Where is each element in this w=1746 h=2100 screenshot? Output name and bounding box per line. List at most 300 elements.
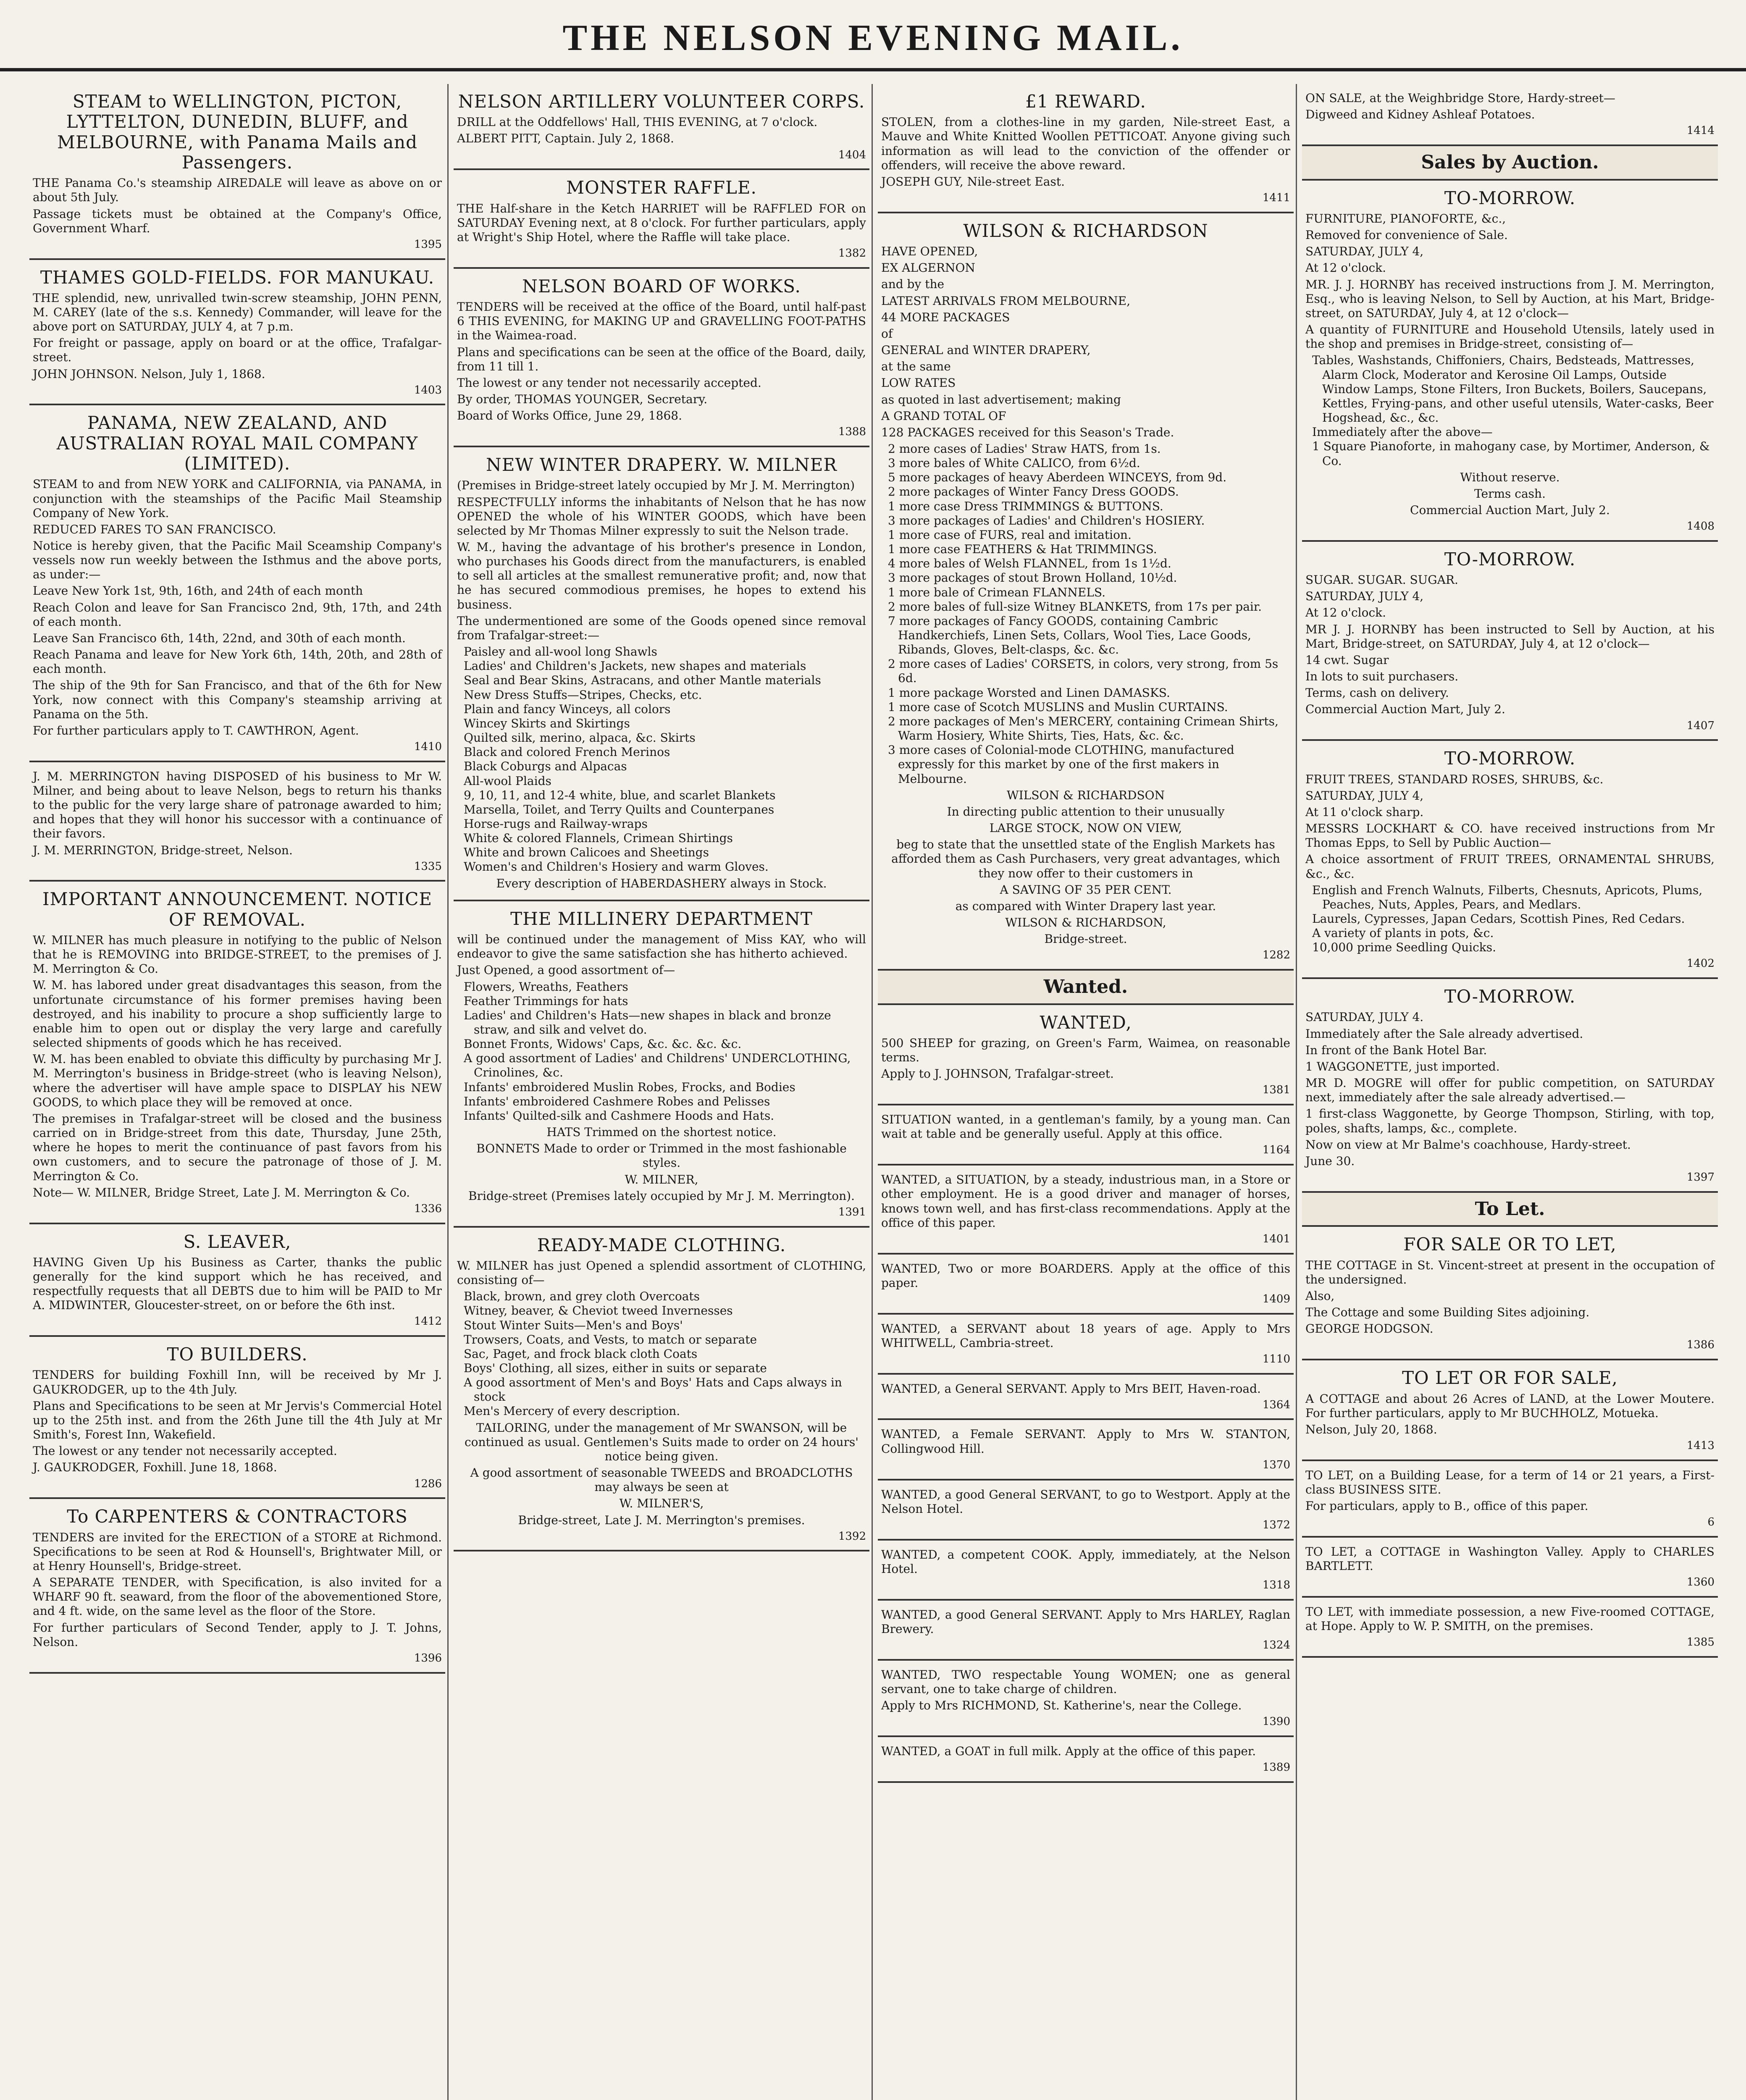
ad-number-row [1305,719,1714,733]
ad-paragraph: Terms, cash on delivery. [1305,686,1449,700]
ad-heading: MONSTER RAFFLE. [566,177,757,198]
ad-list-item: Infants' embroidered Muslin Robes, Frocks, and Bodies [464,1080,796,1094]
ad-reference-number: 1409 [1262,1292,1290,1305]
ad-number-row [881,1144,1290,1157]
ad-paragraph: J. M. MERRINGTON, Bridge-street, Nelson. [33,843,293,857]
advertisement [1302,741,1718,979]
ad-number-row [881,949,1290,962]
ad-list-item: Stout Winter Suits—Men's and Boys' [464,1318,683,1332]
ad-paragraph: TO LET, on a Building Lease, for a term of 14 or 21 years, a First-class BUSINESS SITE. [1305,1468,1714,1496]
ad-paragraph: Apply to J. JOHNSON, Trafalgar-street. [881,1067,1114,1081]
advertisement [878,1005,1294,1105]
ad-list-item: A good assortment of Ladies' and Childrens' UNDERCLOTHING, Crinolines, &c. [464,1051,851,1080]
ad-footer-line: In directing public attention to their unusually [947,804,1225,819]
ad-paragraph: At 12 o'clock. [1305,261,1386,275]
ad-item-list [464,979,866,1124]
ad-paragraph: Reach Panama and leave for New York 6th, 14th, 20th, and 28th of each month. [33,648,442,676]
advertisement [29,1337,445,1499]
ad-paragraph: EX ALGERNON [881,261,975,275]
ad-paragraph: Leave San Francisco 6th, 14th, 22nd, and 30th of each month. [33,631,406,645]
ad-number-row [881,1715,1290,1729]
ad-footer-line: Bridge-street. [1044,932,1127,946]
ad-number-row [881,1353,1290,1366]
ad-paragraph: W. MILNER has much pleasure in notifying to the public of Nelson that he is REMOVING into BRIDGE-STREET, to the premises of J. M. Merrington & Co. [33,933,442,976]
ad-paragraph: For further particulars of Second Tender, apply to J. T. Johns, Nelson. [33,1620,442,1649]
ad-heading: WILSON & RICHARDSON [963,220,1208,241]
ad-heading: WANTED, [1040,1012,1132,1033]
ad-number-row [1305,1636,1714,1649]
ad-paragraph: The lowest or any tender not necessarily accepted. [33,1444,337,1458]
ad-reference-number: 1390 [1262,1715,1290,1728]
ad-number-row [33,1478,442,1491]
ad-paragraph: June 30. [1305,1154,1355,1168]
ad-paragraph: Leave New York 1st, 9th, 16th, and 24th of each month [33,584,363,598]
ad-reference-number: 1324 [1262,1638,1290,1651]
ad-paragraph: At 12 o'clock. [1305,606,1386,620]
ad-paragraph: LOW RATES [881,376,956,390]
advertisement [878,1105,1294,1166]
ad-list-item: 2 more packages of Men's MERCERY, containing Crimean Shirts, Warm Hosiery, White Shirts, Ties, Hats, &c. &c. [888,714,1279,743]
ad-list-item: White and brown Calicoes and Sheetings [464,845,709,860]
ad-heading: READY-MADE CLOTHING. [537,1234,786,1255]
ad-heading: TO-MORROW. [1444,549,1576,570]
ad-reference-number: 1403 [414,383,442,396]
ad-paragraph: WANTED, a good General SERVANT. Apply to Mrs HARLEY, Raglan Brewery. [881,1607,1290,1636]
ad-reference-number: 1414 [1686,124,1714,137]
ad-list-item: 1 more bale of Crimean FLANNELS. [888,585,1106,599]
ad-list-item: Boys' Clothing, all sizes, either in suits or separate [464,1361,767,1375]
ad-paragraph: SUGAR. SUGAR. SUGAR. [1305,573,1458,587]
ad-reference-number: 1286 [414,1477,442,1490]
ad-paragraph: W. M., having the advantage of his brother's presence in London, who purchases his Goods direct from the manufacturers, is enabled to sell all articles at the smallest remunerative profit; and, now that he has secured commodious premises, he hopes to extend his business. [457,540,866,612]
column-rule [1296,84,1297,2100]
advertisement [29,1224,445,1337]
ad-heading: NELSON BOARD OF WORKS. [522,276,801,297]
ad-paragraph: GEORGE HODGSON. [1305,1322,1434,1336]
advertisement [878,1601,1294,1661]
ad-footer-line: BONNETS Made to order or Trimmed in the most fashionable styles. [476,1142,847,1170]
ad-number-row [1305,1339,1714,1352]
ad-paragraph: HAVE OPENED, [881,244,978,259]
ad-paragraph: WANTED, TWO respectable Young WOMEN; one as general servant, one to take charge of children. [881,1667,1290,1696]
ad-paragraph: W. MILNER has just Opened a splendid assortment of CLOTHING, consisting of— [457,1258,866,1287]
ad-paragraph: WANTED, a good General SERVANT, to go to Westport. Apply at the Nelson Hotel. [881,1487,1290,1516]
ad-number-row [457,1530,866,1544]
ad-reference-number: 1336 [414,1202,442,1215]
advertisement [1302,979,1718,1193]
ad-reference-number: 1360 [1686,1576,1714,1589]
ad-paragraph: SATURDAY, JULY 4, [1305,589,1424,604]
ad-list-item: 7 more packages of Fancy GOODS, containing Cambric Handkerchiefs, Linen Sets, Collars, Wool Ties, Lace Goods, Ribands, Gloves, Belt-clasps, &c. &c. [888,614,1251,657]
ad-list-item: Witney, beaver, & Cheviot tweed Invernesses [464,1304,733,1318]
ad-footer-line: W. MILNER, [625,1172,698,1186]
ad-list-item: Immediately after the above— [1312,425,1493,439]
ad-paragraph: Passage tickets must be obtained at the Company's Office, Government Wharf. [33,207,442,235]
ad-paragraph: at the same [881,360,951,374]
ad-paragraph: MR. J. J. HORNBY has received instructions from J. M. Merrington, Esq., who is leaving Nelson, to Sell by Auction, at his Mart, Bridge-street, on SATURDAY, July 4, at 12 o'clock— [1305,277,1714,320]
ad-paragraph: A choice assortment of FRUIT TREES, ORNAMENTAL SHRUBS, &c., &c. [1305,852,1714,881]
ad-list-item: 1 more case FEATHERS & Hat TRIMMINGS. [888,542,1157,556]
ad-heading: £1 REWARD. [1025,91,1146,112]
ad-number-row [881,1639,1290,1652]
ad-reference-number: 1412 [414,1315,442,1328]
advertisement [878,1420,1294,1480]
ad-paragraph: JOSEPH GUY, Nile-street East. [881,174,1065,189]
ad-list-item: Seal and Bear Skins, Astracans, and other Mantle materials [464,673,821,688]
ad-list-item: 5 more packages of heavy Aberdeen WINCEYS, from 9d. [888,470,1227,485]
ad-paragraph: Digweed and Kidney Ashleaf Potatoes. [1305,108,1535,122]
ad-paragraph: By order, THOMAS YOUNGER, Secretary. [457,392,708,407]
ad-list-item: 3 more packages of stout Brown Holland, 10½d. [888,571,1177,585]
advertisement [1302,1538,1718,1598]
advertisement [878,1255,1294,1315]
ad-paragraph: TENDERS will be received at the office of the Board, until half-past 6 THIS EVENING, for MAKING UP and GRAVELLING FOOT-PATHS in the Waimea-road. [457,300,866,343]
ad-number-row [33,238,442,252]
ad-paragraph: MR D. MOGRE will offer for public competition, on SATURDAY next, immediately after the sale already advertised.— [1305,1076,1714,1105]
ad-footer-line: Commercial Auction Mart, July 2. [1410,503,1610,517]
ad-footer-line: WILSON & RICHARDSON, [1005,915,1166,929]
ad-paragraph: WANTED, a SERVANT about 18 years of age. Apply to Mrs WHITWELL, Cambria-street. [881,1321,1290,1350]
ad-paragraph: as quoted in last advertisement; making [881,392,1121,407]
ad-reference-number: 1382 [838,247,866,260]
ad-reference-number: 1407 [1686,719,1714,732]
ad-footer-line: W. MILNER'S, [619,1496,704,1511]
ad-item-list [1312,883,1714,955]
ad-number-row [881,1519,1290,1532]
ad-list-item: Men's Mercery of every description. [464,1404,680,1418]
ad-number-row [1305,1516,1714,1529]
ad-paragraph: Commercial Auction Mart, July 2. [1305,702,1505,717]
ad-paragraph: Notice is hereby given, that the Pacific Mail Sceamship Company's vessels now run weekly between the Isthmus and the above ports, as under:— [33,539,442,582]
ad-paragraph: TO LET, with immediate possession, a new Five-roomed COTTAGE, at Hope. Apply to W. P. SMITH, on the premises. [1305,1604,1714,1633]
ad-reference-number: 1381 [1262,1084,1290,1097]
ad-list-item: Plain and fancy Winceys, all colors [464,702,671,716]
ad-list-item: New Dress Stuffs—Stripes, Checks, etc. [464,688,702,702]
advertisement [1302,542,1718,741]
advertisement [1302,1227,1718,1360]
ad-paragraph: WANTED, a SITUATION, by a steady, industrious man, in a Store or other employment. He is a good driver and manager of horses, knows town well, and has first-class recommendations. Apply at the office of this paper. [881,1173,1290,1230]
ad-reference-number: 1370 [1262,1458,1290,1471]
advertisement [454,447,869,901]
ad-paragraph: Immediately after the Sale already advertised. [1305,1026,1583,1041]
ad-list-item: Black and colored French Merinos [464,745,670,759]
ad-paragraph: For particulars, apply to B., office of this paper. [1305,1499,1588,1513]
ad-list-item: Ladies' and Children's Jackets, new shapes and materials [464,659,806,673]
ad-paragraph: Plans and Specifications to be seen at Mr Jervis's Commercial Hotel up to the 25th inst. and from the 26th June till the 4th July at Mr Smith's, Forest Inn, Wakefield. [33,1399,442,1442]
advertisement [1302,1598,1718,1658]
ad-paragraph: 500 SHEEP for grazing, on Green's Farm, Waimea, on reasonable terms. [881,1036,1290,1065]
ad-paragraph: (Premises in Bridge-street lately occupied by Mr J. M. Merrington) [457,478,855,493]
ad-list-item: 3 more bales of White CALICO, from 6½d. [888,456,1140,470]
ad-footer-line: WILSON & RICHARDSON [1006,788,1165,802]
ad-list-item: 1 more case Dress TRIMMINGS & BUTTONS. [888,499,1163,513]
ad-list-item: 2 more packages of Winter Fancy Dress GOODS. [888,485,1179,499]
ad-number-row [33,1315,442,1328]
ad-paragraph: THE COTTAGE in St. Vincent-street at present in the occupation of the undersigned. [1305,1258,1714,1286]
ad-reference-number: 1318 [1262,1578,1290,1591]
ad-list-item: 2 more bales of full-size Witney BLANKETS, from 17s per pair. [888,599,1262,614]
ad-reference-number: 1282 [1262,949,1290,962]
ad-heading: NEW WINTER DRAPERY. W. MILNER [486,454,838,475]
ad-number-row [881,1579,1290,1592]
advertisement [1302,84,1718,146]
ad-list-item: Black, brown, and grey cloth Overcoats [464,1289,700,1304]
ad-paragraph: WANTED, a General SERVANT. Apply to Mrs BEIT, Haven-road. [881,1381,1261,1396]
ad-paragraph: WANTED, Two or more BOARDERS. Apply at the office of this paper. [881,1261,1290,1290]
ad-paragraph: THE splendid, new, unrivalled twin-screw steamship, JOHN PENN, M. CAREY (late of the s.s. Kennedy) Commander, will leave for the above port on SATURDAY, JULY 4, at 7 p.m. [33,291,442,334]
ad-number-row [33,1652,442,1665]
section-heading: Wanted. [878,971,1294,1005]
ad-paragraph: The premises in Trafalgar-street will be closed and the business carried on in Bridge-street from this date, Thursday, June 25th, where he hopes to merit the continuance of past favors from his own customers, and to secure the patronage of those of J. M. Merrington & Co. [33,1111,442,1183]
ad-footer-line: Terms cash. [1474,486,1546,501]
ad-paragraph: In front of the Bank Hotel Bar. [1305,1043,1487,1057]
ad-footer-line: Without reserve. [1460,470,1560,484]
ad-item-list [888,441,1290,786]
advertisement [29,405,445,762]
ad-item-list [464,1289,866,1418]
ad-number-row [1305,1171,1714,1184]
ad-list-item: Bonnet Fronts, Widows' Caps, &c. &c. &c. &c. [464,1037,742,1051]
ad-reference-number: 1408 [1686,520,1714,533]
ad-heading: THE MILLINERY DEPARTMENT [510,908,813,929]
column-2 [454,84,869,2100]
ad-list-item: 1 Square Pianoforte, in mahogany case, by Mortimer, Anderson, & Co. [1312,439,1710,468]
ad-list-item: Ladies' and Children's Hats—new shapes in black and bronze straw, and silk and velvet do. [464,1008,831,1037]
ad-footer-line: as compared with Winter Drapery last year. [955,899,1216,913]
ad-number-row [457,247,866,260]
ad-paragraph: Now on view at Mr Balme's coachhouse, Hardy-street. [1305,1137,1631,1152]
column-3 [878,84,1294,2100]
ad-list-item: Feather Trimmings for hats [464,994,628,1008]
ad-reference-number: 1388 [838,425,866,438]
ad-reference-number: 1401 [1262,1232,1290,1245]
ad-paragraph: MR J. J. HORNBY has been instructed to Sell by Auction, at his Mart, Bridge-street, on SATURDAY, July 4, at 12 o'clock— [1305,622,1714,651]
ad-paragraph: ALBERT PITT, Captain. July 2, 1868. [457,131,674,146]
ad-footer-line: LARGE STOCK, NOW ON VIEW, [989,821,1182,835]
ad-list-item: White & colored Flannels, Crimean Shirtings [464,831,733,845]
ad-reference-number: 1372 [1262,1518,1290,1531]
ad-paragraph: The undermentioned are some of the Goods opened since removal from Trafalgar-street:— [457,614,866,642]
ad-heading: FOR SALE OR TO LET, [1403,1234,1617,1255]
ad-paragraph: STEAM to and from NEW YORK and CALIFORNIA, via PANAMA, in conjunction with the steamships of the Pacific Mail Steamship Company of New York. [33,477,442,520]
ad-heading: STEAM to WELLINGTON, PICTON, LYTTELTON, DUNEDIN, BLUFF, and MELBOURNE, with Panama Mails and Passengers. [57,91,417,173]
ad-reference-number: 1397 [1686,1171,1714,1184]
ad-item-list [464,645,866,874]
ad-list-item: Trowsers, Coats, and Vests, to match or separate [464,1332,757,1347]
ad-paragraph: TENDERS are invited for the ERECTION of a STORE at Richmond. Specifications to be seen at Rod & Hounsell's, Brightwater Mill, or at Henry Hounsell's, Bridge-street. [33,1530,442,1573]
ad-paragraph: Nelson, July 20, 1868. [1305,1422,1437,1436]
ad-number-row [881,1293,1290,1306]
ad-number-row [33,384,442,397]
ad-reference-number: 1335 [414,860,442,873]
advertisement [878,1315,1294,1375]
ad-number-row [457,425,866,439]
ad-paragraph: TENDERS for building Foxhill Inn, will be received by Mr J. GAUKRODGER, up to the 4th July. [33,1368,442,1396]
ad-reference-number: 1396 [414,1651,442,1664]
ad-list-item: All-wool Plaids [464,774,551,788]
ad-paragraph: W. M. has labored under great disadvantages this season, from the unfortunate circumstance of his former premises having been destroyed, and his inability to procure a shop sufficiently large to enable him to open out or display the very large and carefully selected shipments of goods which he has received. [33,978,442,1050]
advertisement [1302,181,1718,542]
ad-reference-number: 6 [1707,1516,1714,1529]
ad-item-list [1312,353,1714,468]
ad-reference-number: 1364 [1262,1398,1290,1411]
ad-number-row [1305,520,1714,533]
ad-paragraph: For further particulars apply to T. CAWTHRON, Agent. [33,723,359,738]
ad-paragraph: FURNITURE, PIANOFORTE, &c., [1305,212,1506,226]
ad-reference-number: 1404 [838,148,866,161]
ad-paragraph: Note— W. MILNER, Bridge Street, Late J. M. Merrington & Co. [33,1185,410,1200]
ad-footer-line: Bridge-street (Premises lately occupied by Mr J. M. Merrington). [468,1189,855,1203]
advertisement [454,1228,869,1552]
advertisement [454,269,869,447]
ad-list-item: Paisley and all-wool long Shawls [464,645,657,659]
ad-list-item: Marsella, Toilet, and Terry Quilts and Counterpanes [464,802,775,816]
section-heading: Sales by Auction. [1302,146,1718,181]
ad-reference-number: 1402 [1686,957,1714,970]
ad-footer-line: TAILORING, under the management of Mr SWANSON, will be continued as usual. Gentlemen's Suits made to order on 24 hours' notice being given. [464,1420,859,1463]
ad-number-row [33,1202,442,1216]
ad-footer-line: HATS Trimmed on the shortest notice. [546,1125,777,1139]
ad-paragraph: RESPECTFULLY informs the inhabitants of Nelson that he has now OPENED the whole of his WINTER GOODS, which have been selected by Mr Thomas Milner expressly to suit the Nelson trade. [457,495,866,538]
ad-list-item: Sac, Paget, and frock black cloth Coats [464,1347,698,1361]
ad-number-row [881,1459,1290,1472]
ad-paragraph: REDUCED FARES TO SAN FRANCISCO. [33,522,276,536]
ad-paragraph: The Cottage and some Building Sites adjoining. [1305,1305,1590,1320]
ad-paragraph: Removed for convenience of Sale. [1305,228,1508,242]
ad-paragraph: 128 PACKAGES received for this Season's Trade. [881,425,1174,439]
ad-paragraph: FRUIT TREES, STANDARD ROSES, SHRUBS, &c. [1305,772,1604,786]
advertisement [454,84,869,170]
ad-paragraph: LATEST ARRIVALS FROM MELBOURNE, [881,294,1131,308]
ad-heading: S. LEAVER, [183,1231,291,1252]
advertisement [878,84,1294,213]
ad-paragraph: DRILL at the Oddfellows' Hall, THIS EVENING, at 7 o'clock. [457,115,818,129]
ad-reference-number: 1386 [1686,1339,1714,1352]
ad-heading: To CARPENTERS & CONTRACTORS [67,1506,408,1527]
ad-number-row [881,1084,1290,1097]
ad-heading: THAMES GOLD-FIELDS. FOR MANUKAU. [40,267,435,288]
ad-number-row [881,1399,1290,1412]
ad-number-row [881,192,1290,205]
masthead [0,0,1746,71]
ad-list-item: 9, 10, 11, and 12-4 white, blue, and scarlet Blankets [464,788,776,802]
ad-list-item: Infants' embroidered Cashmere Robes and Pelisses [464,1094,770,1108]
column-rule [447,84,449,2100]
ad-paragraph: A quantity of FURNITURE and Household Utensils, lately used in the shop and premises in Bridge-street, consisting of— [1305,323,1714,351]
ad-heading: IMPORTANT ANNOUNCEMENT. NOTICE OF REMOVAL. [42,889,433,930]
ad-paragraph: HAVING Given Up his Business as Carter, thanks the public generally for the kind support which he has received, and respectfully requests that all DEBTS due to him will be PAID to Mr A. MIDWINTER, Gloucester-street, on or before the 6th inst. [33,1255,442,1312]
ad-paragraph: Plans and specifications can be seen at the office of the Board, daily, from 11 till 1. [457,345,866,373]
ad-paragraph: Board of Works Office, June 29, 1868. [457,409,683,423]
ad-list-item: 1 more package Worsted and Linen DAMASKS. [888,685,1170,700]
ad-number-row [881,1761,1290,1774]
ad-paragraph: MESSRS LOCKHART & CO. have received instructions from Mr Thomas Epps, to Sell by Public Auction— [1305,822,1714,850]
ad-paragraph: JOHN JOHNSON. Nelson, July 1, 1868. [33,367,265,381]
ad-list-item: Women's and Children's Hosiery and warm Gloves. [464,860,769,874]
ad-reference-number: 1413 [1686,1439,1714,1452]
advertisement [878,1166,1294,1254]
ad-paragraph: SATURDAY, JULY 4, [1305,788,1424,803]
ad-paragraph: The lowest or any tender not necessarily accepted. [457,375,761,390]
ad-paragraph: STOLEN, from a clothes-line in my garden, Nile-street East, a Mauve and White Knitted Woollen PETTICOAT. Anyone giving such information as will lead to the conviction of the offender or offenders, will receive the above reward. [881,115,1290,172]
ad-paragraph: At 11 o'clock sharp. [1305,805,1424,819]
ad-heading: TO-MORROW. [1444,748,1576,769]
ad-reference-number: 1110 [1262,1352,1290,1365]
ad-number-row [457,1206,866,1219]
ad-number-row [1305,957,1714,971]
ad-list-item: Wincey Skirts and Skirtings [464,716,630,730]
ad-reference-number: 1164 [1262,1144,1290,1157]
ad-paragraph: THE Panama Co.'s steamship AIREDALE will leave as above on or about 5th July. [33,176,442,205]
ad-list-item: 10,000 prime Seedling Quicks. [1312,940,1497,955]
ad-paragraph: TO LET, a COTTAGE in Washington Valley. Apply to CHARLES BARTLETT. [1305,1544,1714,1573]
ad-paragraph: SATURDAY, JULY 4, [1305,244,1424,259]
ad-paragraph: ON SALE, at the Weighbridge Store, Hardy-street— [1305,91,1615,105]
advertisement [1302,1461,1718,1538]
advertisement [878,213,1294,971]
ad-paragraph: and by the [881,277,945,291]
section-heading: To Let. [1302,1193,1718,1227]
ad-reference-number: 1385 [1686,1636,1714,1649]
advertisement [29,882,445,1224]
ad-number-row [881,1233,1290,1246]
ad-reference-number: 1389 [1262,1761,1290,1774]
ad-list-item: Infants' Quilted-silk and Cashmere Hoods and Hats. [464,1108,775,1123]
ad-paragraph: 1 WAGGONETTE, just imported. [1305,1059,1500,1074]
ad-paragraph: J. GAUKRODGER, Foxhill. June 18, 1868. [33,1460,277,1475]
ad-list-item: English and French Walnuts, Filberts, Chesnuts, Apricots, Plums, Peaches, Nuts, Apples, Pears, and Medlars. [1312,883,1703,911]
ad-heading: PANAMA, NEW ZEALAND, AND AUSTRALIAN ROYAL MAIL COMPANY (LIMITED). [56,412,418,474]
newspaper-title: THE NELSON EVENING MAIL. [562,18,1184,58]
advertisement [29,762,445,882]
ad-list-item: Horse-rugs and Railway-wraps [464,816,648,831]
ad-list-item: Flowers, Wreaths, Feathers [464,979,628,994]
ad-heading: TO-MORROW. [1444,986,1576,1007]
ad-list-item: Black Coburgs and Alpacas [464,759,627,774]
ad-heading: NELSON ARTILLERY VOLUNTEER CORPS. [458,91,865,112]
ad-paragraph: 1 first-class Waggonette, by George Thompson, Stirling, with top, poles, shafts, lamps, &c., complete. [1305,1107,1714,1135]
ad-paragraph: 44 MORE PACKAGES [881,310,1010,324]
ad-number-row [1305,1576,1714,1589]
ad-list-item: A variety of plants in pots, &c. [1312,926,1494,940]
ad-footer-line: Every description of HABERDASHERY always in Stock. [496,876,827,890]
advertisement [29,84,445,260]
ad-paragraph: Also, [1305,1289,1335,1303]
ad-list-item: A good assortment of Men's and Boys' Hats and Caps always in stock [464,1376,842,1404]
ad-number-row [457,149,866,162]
ad-list-item: 2 more cases of Ladies' CORSETS, in colors, very strong, from 5s 6d. [888,657,1279,685]
ad-footer-line: beg to state that the unsettled state of the English Markets has afforded them as Cash Purchasers, very great advantages, which they now offer to their customers in [891,837,1280,880]
ad-paragraph: For freight or passage, apply on board or at the office, Trafalgar-street. [33,336,442,365]
column-1 [29,84,445,2100]
ad-paragraph: WANTED, a GOAT in full milk. Apply at the office of this paper. [881,1744,1256,1758]
advertisement [878,1541,1294,1601]
ad-paragraph: SITUATION wanted, in a gentleman's family, by a young man. Can wait at table and be generally useful. Apply at this office. [881,1113,1290,1141]
advertisement [454,901,869,1228]
ad-paragraph: A COTTAGE and about 26 Acres of LAND, at the Lower Moutere. For further particulars, apply to Mr BUCHHOLZ, Motueka. [1305,1391,1714,1420]
advertisement [29,1499,445,1673]
ad-reference-number: 1395 [414,238,442,251]
ad-list-item: 3 more packages of Ladies' and Children's HOSIERY. [888,513,1205,528]
ad-list-item: 4 more bales of Welsh FLANNEL, from 1s 1½d. [888,556,1171,571]
ad-paragraph: Just Opened, a good assortment of— [457,963,675,977]
ad-paragraph: A SEPARATE TENDER, with Specification, is also invited for a WHARF 90 ft. seaward, from the floor of the abovementioned Store, and 4 ft. wide, on the same level as the floor of the Store. [33,1575,442,1618]
ad-number-row [1305,124,1714,138]
ad-number-row [1305,1439,1714,1453]
advertisement [1302,1360,1718,1461]
ad-paragraph: 14 cwt. Sugar [1305,653,1389,667]
ad-paragraph: SATURDAY, JULY 4. [1305,1010,1424,1024]
